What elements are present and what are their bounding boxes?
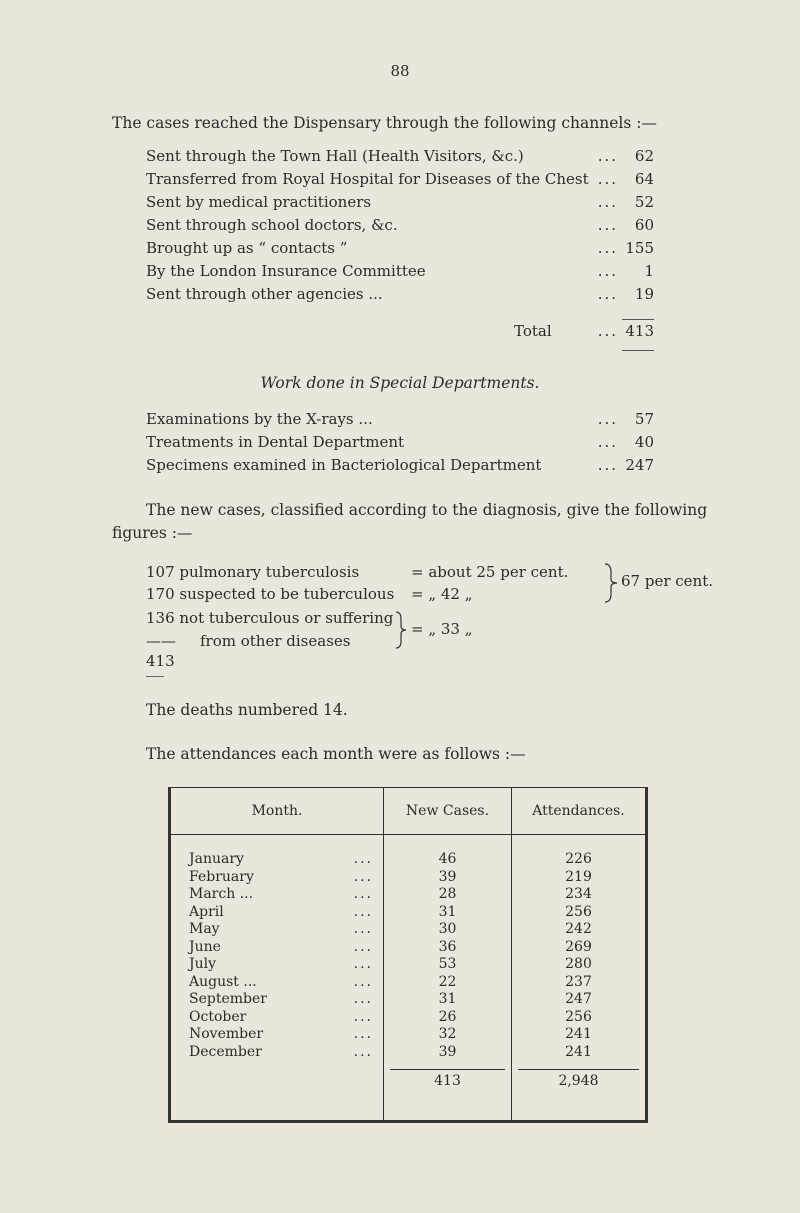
dot-leader: ... bbox=[353, 903, 373, 920]
total-value: 413 bbox=[625, 322, 654, 340]
table-row-month bbox=[171, 974, 383, 992]
dot-leader: ... bbox=[353, 886, 373, 902]
item-label: Sent through the Town Hall (Health Visitors, &c.) bbox=[146, 147, 524, 165]
diagnosis-intro-line2: figures :— bbox=[112, 524, 193, 542]
item-label: By the London Insurance Committee bbox=[146, 262, 426, 280]
new-cases-cell: 26 bbox=[438, 1008, 457, 1025]
attendances-cell: 237 bbox=[565, 973, 592, 990]
attendances-intro: The attendances each month were as follows :— bbox=[146, 745, 526, 763]
month-name: March ... bbox=[189, 886, 254, 902]
diagnosis-total: 413 bbox=[146, 652, 175, 670]
table-row-month bbox=[171, 991, 383, 1009]
dot-leader: ... bbox=[353, 868, 373, 885]
item-label: Brought up as “ contacts ” bbox=[146, 239, 348, 257]
item-value: 60 bbox=[634, 216, 654, 234]
month-name: October bbox=[189, 1008, 247, 1025]
diagnosis-intro-line1: The new cases, classified according to the diagnosis, give the following bbox=[146, 501, 708, 519]
item-value: 19 bbox=[634, 285, 654, 303]
list-item bbox=[146, 216, 654, 240]
dot-leader: ... bbox=[353, 851, 373, 867]
new-cases-cell: 31 bbox=[438, 991, 457, 1007]
list-item bbox=[146, 410, 654, 434]
attendances-table bbox=[168, 787, 648, 1123]
item-label: Sent through other agencies ... bbox=[146, 285, 383, 303]
table-row-month bbox=[171, 939, 383, 957]
month-name: February bbox=[189, 868, 254, 885]
item-value: 247 bbox=[625, 456, 654, 474]
month-column bbox=[171, 851, 383, 1061]
dot-leader: ... bbox=[353, 973, 373, 990]
channels-total-row bbox=[146, 322, 654, 346]
month-name: September bbox=[189, 991, 267, 1007]
dot-leader: ... bbox=[597, 262, 618, 280]
table-row-month bbox=[171, 851, 383, 869]
table-row-month bbox=[171, 1026, 383, 1044]
list-item bbox=[146, 147, 654, 171]
table-row-month bbox=[171, 1009, 383, 1027]
dot-leader: ... bbox=[597, 216, 618, 234]
attendances-cell: 241 bbox=[565, 1026, 592, 1042]
table-row-month bbox=[171, 921, 383, 939]
month-name: November bbox=[189, 1026, 264, 1042]
attendances-cell: 256 bbox=[565, 1008, 592, 1025]
dot-leader: ... bbox=[597, 322, 618, 340]
list-item bbox=[146, 262, 654, 286]
list-item bbox=[146, 433, 654, 457]
list-item bbox=[146, 456, 654, 480]
item-label: Specimens examined in Bacteriological Department bbox=[146, 456, 542, 474]
new-cases-cell: 22 bbox=[438, 973, 457, 990]
attendances-cell: 247 bbox=[565, 991, 592, 1007]
attendances-cell: 234 bbox=[565, 886, 592, 902]
deaths-statement: The deaths numbered 14. bbox=[146, 701, 348, 719]
item-label: Transferred from Royal Hospital for Diseases of the Chest bbox=[146, 170, 589, 188]
new-cases-cell: 32 bbox=[438, 1026, 457, 1042]
item-value: 40 bbox=[634, 433, 654, 451]
dot-leader: ... bbox=[353, 938, 373, 955]
month-name: April bbox=[189, 903, 224, 920]
table-row-month bbox=[171, 956, 383, 974]
new-cases-cell: 39 bbox=[438, 1043, 457, 1060]
brace-icon bbox=[603, 562, 619, 604]
att-total-rule bbox=[518, 1069, 639, 1070]
item-value: 52 bbox=[634, 193, 654, 211]
table-row-month bbox=[171, 886, 383, 904]
item-value: 62 bbox=[634, 147, 654, 165]
list-item bbox=[146, 193, 654, 217]
month-name: December bbox=[189, 1043, 262, 1060]
attendances-cell: 256 bbox=[565, 903, 592, 920]
dot-leader: ... bbox=[597, 147, 618, 165]
new-cases-cell: 31 bbox=[438, 903, 457, 920]
page-number: 88 bbox=[390, 62, 410, 80]
dot-leader: ... bbox=[597, 239, 618, 257]
diagnosis-not-tuberculous-pct: = „ 33 „ bbox=[411, 620, 473, 638]
new-cases-cell: 39 bbox=[438, 868, 457, 885]
diagnosis-not-tuberculous: 136 not tuberculous or suffering bbox=[146, 609, 394, 627]
item-value: 1 bbox=[644, 262, 654, 280]
dot-leader: ... bbox=[597, 193, 618, 211]
list-item bbox=[146, 170, 654, 194]
new-cases-total: 413 bbox=[434, 1073, 461, 1089]
item-label: Treatments in Dental Department bbox=[146, 433, 405, 451]
new-cases-cell: 28 bbox=[438, 886, 457, 902]
new-cases-cell: 36 bbox=[438, 938, 457, 955]
diagnosis-not-tuberculous-cont: from other diseases bbox=[200, 632, 351, 650]
dot-leader: ... bbox=[597, 433, 618, 451]
dot-leader: ... bbox=[353, 1026, 373, 1042]
item-value: 64 bbox=[634, 170, 654, 188]
month-name: July bbox=[189, 956, 217, 972]
item-value: 155 bbox=[625, 239, 654, 257]
attendances-cell: 219 bbox=[565, 868, 592, 885]
total-rule-bottom bbox=[622, 350, 654, 351]
attendances-total: 2,948 bbox=[558, 1073, 599, 1089]
new-cases-cell: 53 bbox=[438, 956, 457, 972]
total-rule-top bbox=[622, 319, 654, 320]
table-row-month bbox=[171, 904, 383, 922]
diagnosis-suspected-pct: = „ 42 „ bbox=[411, 585, 473, 603]
attendances-cell: 241 bbox=[565, 1043, 592, 1060]
new-total-rule bbox=[390, 1069, 505, 1070]
header-new-cases: New Cases. bbox=[384, 788, 512, 835]
header-attendances: Attendances. bbox=[512, 788, 647, 835]
month-name: June bbox=[189, 938, 221, 955]
dot-leader: ... bbox=[597, 170, 618, 188]
diagnosis-suspected: 170 suspected to be tuberculous bbox=[146, 585, 395, 603]
attendances-cell: 242 bbox=[565, 921, 592, 937]
attendances-cell: 226 bbox=[565, 851, 592, 867]
item-label: Examinations by the X-rays ... bbox=[146, 410, 373, 428]
item-label: Sent through school doctors, &c. bbox=[146, 216, 398, 234]
list-item bbox=[146, 239, 654, 263]
special-departments-title: Work done in Special Departments. bbox=[260, 374, 540, 392]
month-name: August ... bbox=[189, 973, 257, 990]
diagnosis-combined-pct: 67 per cent. bbox=[621, 572, 714, 590]
item-value: 57 bbox=[634, 410, 654, 428]
dot-leader: ... bbox=[597, 285, 618, 303]
table-row-month bbox=[171, 869, 383, 887]
month-name: January bbox=[189, 851, 244, 867]
item-label: Sent by medical practitioners bbox=[146, 193, 372, 211]
dot-leader: ... bbox=[353, 956, 373, 972]
attendances-column bbox=[512, 851, 645, 1061]
brace-icon bbox=[394, 610, 408, 650]
dot-leader: ... bbox=[353, 921, 373, 937]
diagnosis-total-rule bbox=[146, 676, 164, 677]
table-row-month bbox=[171, 1044, 383, 1062]
new-cases-cell: 46 bbox=[438, 851, 457, 867]
dot-leader: ... bbox=[353, 1043, 373, 1060]
list-item bbox=[146, 285, 654, 309]
channels-intro: The cases reached the Dispensary through the following channels :— bbox=[112, 114, 657, 132]
dot-leader: ... bbox=[353, 1008, 373, 1025]
diagnosis-pulmonary: 107 pulmonary tuberculosis bbox=[146, 563, 360, 581]
new-cases-cell: 30 bbox=[438, 921, 457, 937]
attendances-cell: 269 bbox=[565, 938, 592, 955]
dot-leader: ... bbox=[353, 991, 373, 1007]
diagnosis-dash: —— bbox=[146, 632, 176, 650]
header-month: Month. bbox=[170, 788, 384, 835]
diagnosis-pulmonary-pct: = about 25 per cent. bbox=[411, 563, 569, 581]
total-label: Total bbox=[514, 322, 552, 340]
new-cases-column bbox=[384, 851, 511, 1061]
month-name: May bbox=[189, 921, 220, 937]
dot-leader: ... bbox=[597, 410, 618, 428]
attendances-cell: 280 bbox=[565, 956, 592, 972]
dot-leader: ... bbox=[597, 456, 618, 474]
